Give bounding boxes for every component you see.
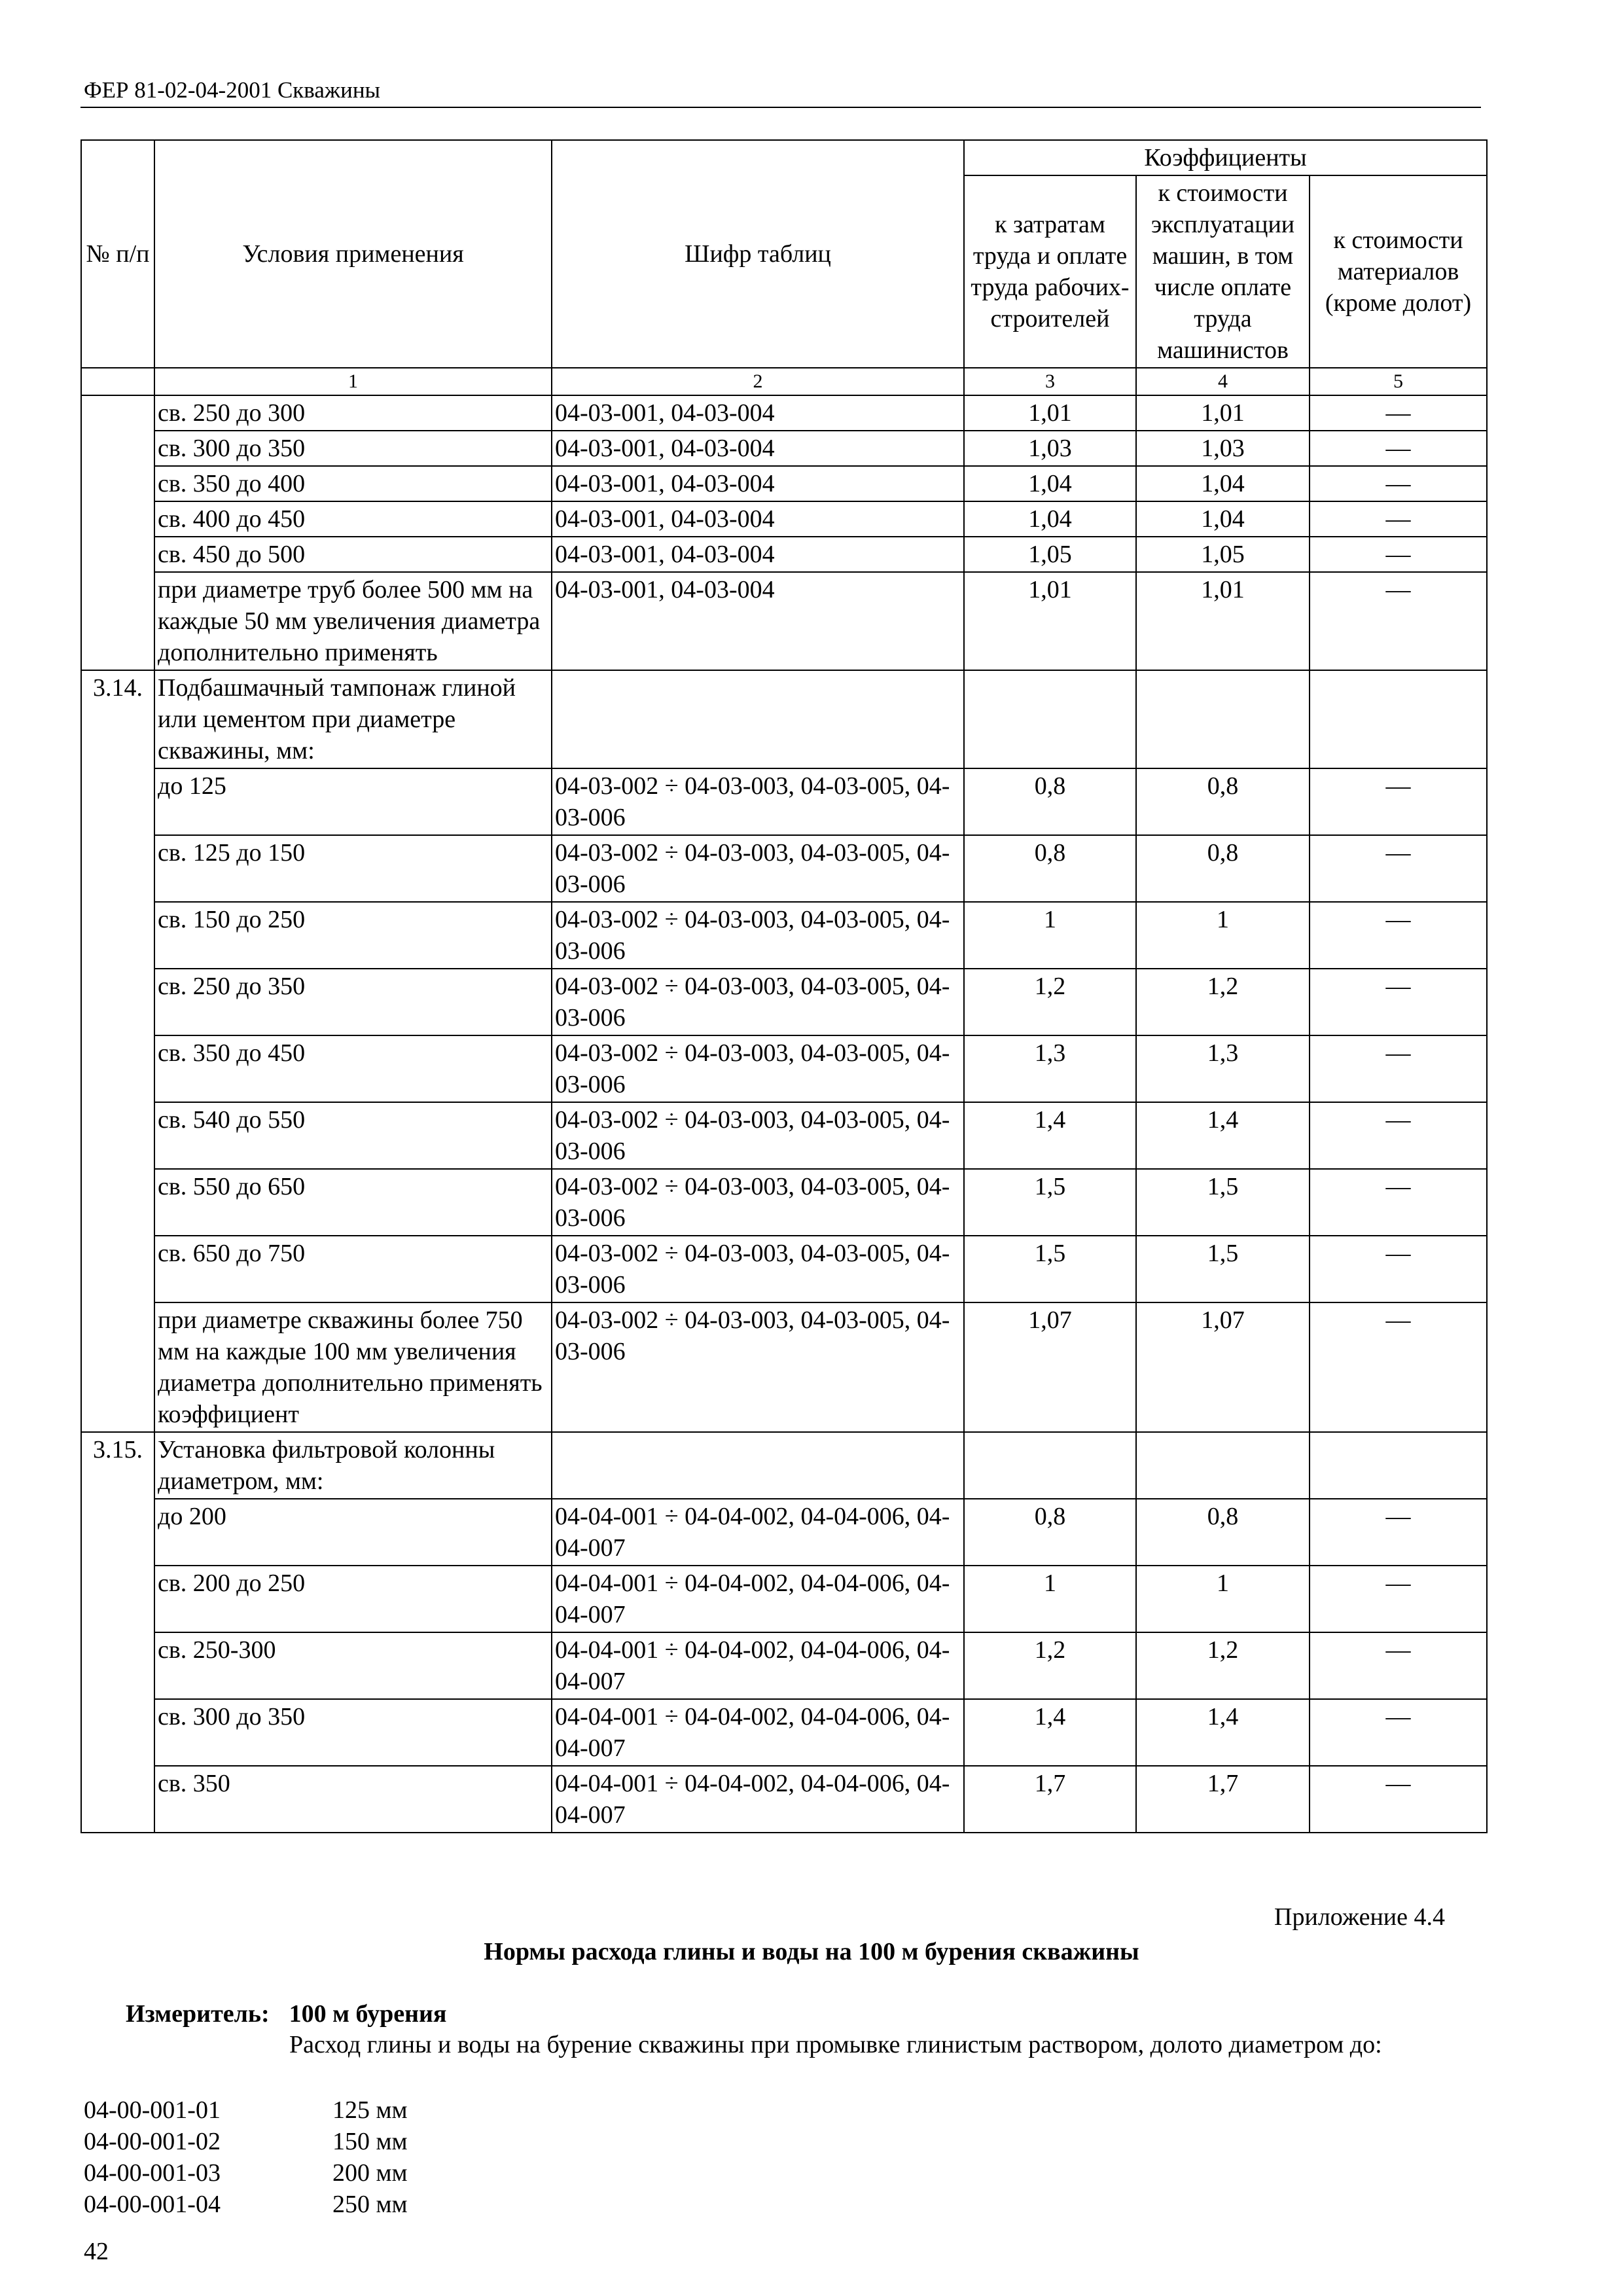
row-labor-coef: 1 — [964, 902, 1136, 969]
row-num — [81, 969, 154, 1035]
row-num — [81, 1766, 154, 1833]
row-machines-coef: 0,8 — [1136, 1499, 1310, 1566]
row-num: 3.15. — [81, 1432, 154, 1499]
row-conditions: св. 200 до 250 — [154, 1566, 552, 1632]
column-number: 2 — [552, 368, 964, 395]
column-number: 3 — [964, 368, 1136, 395]
code-diameter: 150 мм — [332, 2128, 408, 2155]
header-machines: к стоимости эксплуатации машин, в том числе оплате труда машинистов — [1136, 175, 1310, 368]
header-labor: к затратам труда и оплате труда рабочих-строителей — [964, 175, 1136, 368]
row-labor-coef: 0,8 — [964, 835, 1136, 902]
table-row — [81, 1432, 1487, 1499]
row-codes: 04-03-002 ÷ 04-03-003, 04-03-005, 04-03-006 — [552, 1169, 964, 1236]
column-number: 5 — [1310, 368, 1487, 395]
row-codes: 04-03-001, 04-03-004 — [552, 395, 964, 431]
row-materials-coef: — — [1310, 1102, 1487, 1169]
row-num — [81, 835, 154, 902]
row-conditions: св. 550 до 650 — [154, 1169, 552, 1236]
row-materials-coef — [1310, 1432, 1487, 1499]
row-labor-coef: 0,8 — [964, 1499, 1136, 1566]
row-num — [81, 1699, 154, 1766]
row-conditions: Установка фильтровой колонны диаметром, мм: — [154, 1432, 552, 1499]
row-labor-coef: 1,03 — [964, 431, 1136, 466]
code-row — [84, 2094, 408, 2126]
row-codes: 04-03-001, 04-03-004 — [552, 572, 964, 670]
row-codes: 04-03-002 ÷ 04-03-003, 04-03-005, 04-03-006 — [552, 902, 964, 969]
row-labor-coef: 1,5 — [964, 1169, 1136, 1236]
row-codes: 04-04-001 ÷ 04-04-002, 04-04-006, 04-04-007 — [552, 1632, 964, 1699]
row-num — [81, 501, 154, 537]
row-machines-coef: 1,5 — [1136, 1169, 1310, 1236]
column-number: 4 — [1136, 368, 1310, 395]
column-number: 1 — [154, 368, 552, 395]
row-conditions: св. 350 до 400 — [154, 466, 552, 501]
table-row — [81, 537, 1487, 572]
row-codes: 04-03-001, 04-03-004 — [552, 501, 964, 537]
row-codes: 04-04-001 ÷ 04-04-002, 04-04-006, 04-04-007 — [552, 1766, 964, 1833]
row-codes: 04-03-002 ÷ 04-03-003, 04-03-005, 04-03-006 — [552, 1102, 964, 1169]
table-row — [81, 1035, 1487, 1102]
row-labor-coef — [964, 1432, 1136, 1499]
row-codes: 04-04-001 ÷ 04-04-002, 04-04-006, 04-04-007 — [552, 1499, 964, 1566]
document-header: ФЕР 81-02-04-2001 Скважины — [84, 77, 381, 103]
table-row — [81, 1632, 1487, 1699]
row-materials-coef: — — [1310, 1302, 1487, 1432]
row-conditions: св. 300 до 350 — [154, 1699, 552, 1766]
row-machines-coef: 1,7 — [1136, 1766, 1310, 1833]
measure-label: Измеритель: — [126, 2000, 270, 2028]
codes-list — [84, 2094, 408, 2220]
row-machines-coef: 1,2 — [1136, 969, 1310, 1035]
row-machines-coef: 1 — [1136, 1566, 1310, 1632]
row-num — [81, 1169, 154, 1236]
table-row — [81, 572, 1487, 670]
row-num — [81, 1632, 154, 1699]
table-row — [81, 1302, 1487, 1432]
row-conditions: при диаметре труб более 500 мм на каждые 50 мм увеличения диаметра дополнительно применять — [154, 572, 552, 670]
row-num — [81, 1302, 154, 1432]
table-row — [81, 1766, 1487, 1833]
header-conditions: Условия применения — [154, 140, 552, 368]
row-codes: 04-03-001, 04-03-004 — [552, 431, 964, 466]
row-conditions: св. 150 до 250 — [154, 902, 552, 969]
row-labor-coef: 1,5 — [964, 1236, 1136, 1302]
row-labor-coef — [964, 670, 1136, 768]
row-machines-coef: 1,2 — [1136, 1632, 1310, 1699]
row-num — [81, 1499, 154, 1566]
row-conditions: св. 125 до 150 — [154, 835, 552, 902]
row-materials-coef: — — [1310, 1236, 1487, 1302]
table-row — [81, 395, 1487, 431]
row-materials-coef: — — [1310, 1699, 1487, 1766]
row-conditions: св. 400 до 450 — [154, 501, 552, 537]
row-materials-coef: — — [1310, 501, 1487, 537]
row-machines-coef: 0,8 — [1136, 768, 1310, 835]
row-codes: 04-03-002 ÷ 04-03-003, 04-03-005, 04-03-006 — [552, 969, 964, 1035]
row-codes: 04-03-002 ÷ 04-03-003, 04-03-005, 04-03-006 — [552, 1035, 964, 1102]
code-number: 04-00-001-02 — [84, 2128, 221, 2155]
row-materials-coef: — — [1310, 1566, 1487, 1632]
row-machines-coef — [1136, 670, 1310, 768]
row-machines-coef: 1,01 — [1136, 395, 1310, 431]
column-number — [81, 368, 154, 395]
row-codes: 04-04-001 ÷ 04-04-002, 04-04-006, 04-04-007 — [552, 1699, 964, 1766]
row-num — [81, 902, 154, 969]
row-num: 3.14. — [81, 670, 154, 768]
table-row — [81, 1699, 1487, 1766]
row-num — [81, 1035, 154, 1102]
row-labor-coef: 1,01 — [964, 572, 1136, 670]
row-machines-coef: 1,4 — [1136, 1699, 1310, 1766]
header-coefficients: Коэффициенты — [964, 140, 1487, 175]
row-codes: 04-03-002 ÷ 04-03-003, 04-03-005, 04-03-006 — [552, 768, 964, 835]
row-materials-coef: — — [1310, 1499, 1487, 1566]
table-row — [81, 501, 1487, 537]
table-row — [81, 1499, 1487, 1566]
row-machines-coef: 1,07 — [1136, 1302, 1310, 1432]
table-row — [81, 431, 1487, 466]
row-materials-coef: — — [1310, 902, 1487, 969]
row-num — [81, 572, 154, 670]
row-machines-coef: 1,03 — [1136, 431, 1310, 466]
coefficients-table — [80, 139, 1488, 1833]
description-text: Расход глины и воды на бурение скважины при промывке глинистым раствором, долото диаметром до: — [289, 2031, 1382, 2058]
row-machines-coef: 1 — [1136, 902, 1310, 969]
section-title: Нормы расхода глины и воды на 100 м бурения скважины — [484, 1938, 1139, 1965]
code-diameter: 125 мм — [332, 2096, 408, 2124]
row-labor-coef: 1,04 — [964, 501, 1136, 537]
row-machines-coef: 1,3 — [1136, 1035, 1310, 1102]
row-labor-coef: 1,4 — [964, 1699, 1136, 1766]
table-row — [81, 768, 1487, 835]
row-materials-coef: — — [1310, 431, 1487, 466]
header-num: № п/п — [81, 140, 154, 368]
table-row — [81, 466, 1487, 501]
header-codes: Шифр таблиц — [552, 140, 964, 368]
row-codes: 04-03-002 ÷ 04-03-003, 04-03-005, 04-03-006 — [552, 1302, 964, 1432]
row-materials-coef: — — [1310, 1632, 1487, 1699]
row-machines-coef: 1,01 — [1136, 572, 1310, 670]
row-materials-coef: — — [1310, 768, 1487, 835]
row-materials-coef: — — [1310, 572, 1487, 670]
row-machines-coef — [1136, 1432, 1310, 1499]
row-machines-coef: 0,8 — [1136, 835, 1310, 902]
row-materials-coef: — — [1310, 1035, 1487, 1102]
row-codes — [552, 1432, 964, 1499]
code-row — [84, 2189, 408, 2220]
row-labor-coef: 1,07 — [964, 1302, 1136, 1432]
row-labor-coef: 1,2 — [964, 1632, 1136, 1699]
row-num — [81, 431, 154, 466]
appendix-label: Приложение 4.4 — [1274, 1903, 1445, 1931]
row-machines-coef: 1,04 — [1136, 501, 1310, 537]
row-materials-coef: — — [1310, 1169, 1487, 1236]
row-conditions: до 200 — [154, 1499, 552, 1566]
row-codes: 04-03-002 ÷ 04-03-003, 04-03-005, 04-03-006 — [552, 1236, 964, 1302]
header-materials: к стоимости материалов (кроме долот) — [1310, 175, 1487, 368]
code-row — [84, 2126, 408, 2157]
row-materials-coef: — — [1310, 1766, 1487, 1833]
row-machines-coef: 1,4 — [1136, 1102, 1310, 1169]
column-numbers-row — [81, 368, 1487, 395]
row-labor-coef: 1,4 — [964, 1102, 1136, 1169]
table-row — [81, 670, 1487, 768]
row-materials-coef: — — [1310, 537, 1487, 572]
row-labor-coef: 0,8 — [964, 768, 1136, 835]
row-labor-coef: 1,05 — [964, 537, 1136, 572]
row-labor-coef: 1,2 — [964, 969, 1136, 1035]
row-conditions: св. 540 до 550 — [154, 1102, 552, 1169]
row-materials-coef: — — [1310, 466, 1487, 501]
row-labor-coef: 1,7 — [964, 1766, 1136, 1833]
row-num — [81, 1566, 154, 1632]
measure-value: 100 м бурения — [289, 2000, 447, 2028]
table-row — [81, 1169, 1487, 1236]
row-materials-coef — [1310, 670, 1487, 768]
row-conditions: до 125 — [154, 768, 552, 835]
row-conditions: св. 350 — [154, 1766, 552, 1833]
row-codes: 04-03-002 ÷ 04-03-003, 04-03-005, 04-03-006 — [552, 835, 964, 902]
row-num — [81, 1236, 154, 1302]
row-codes: 04-04-001 ÷ 04-04-002, 04-04-006, 04-04-007 — [552, 1566, 964, 1632]
table-row — [81, 969, 1487, 1035]
row-conditions: св. 250 до 350 — [154, 969, 552, 1035]
code-row — [84, 2157, 408, 2189]
table-row — [81, 1566, 1487, 1632]
page-number: 42 — [84, 2238, 109, 2265]
row-conditions: св. 650 до 750 — [154, 1236, 552, 1302]
row-conditions: при диаметре скважины более 750 мм на каждые 100 мм увеличения диаметра дополнительно применять коэффициент — [154, 1302, 552, 1432]
row-codes — [552, 670, 964, 768]
row-materials-coef: — — [1310, 835, 1487, 902]
row-conditions: св. 250 до 300 — [154, 395, 552, 431]
row-machines-coef: 1,05 — [1136, 537, 1310, 572]
row-materials-coef: — — [1310, 969, 1487, 1035]
row-conditions: св. 350 до 450 — [154, 1035, 552, 1102]
row-labor-coef: 1,3 — [964, 1035, 1136, 1102]
code-diameter: 250 мм — [332, 2191, 408, 2218]
table-row — [81, 835, 1487, 902]
header-rule — [80, 107, 1481, 108]
table-body — [81, 395, 1487, 1833]
row-labor-coef: 1 — [964, 1566, 1136, 1632]
row-machines-coef: 1,04 — [1136, 466, 1310, 501]
row-codes: 04-03-001, 04-03-004 — [552, 466, 964, 501]
row-labor-coef: 1,01 — [964, 395, 1136, 431]
row-num — [81, 1102, 154, 1169]
table-row — [81, 1236, 1487, 1302]
code-number: 04-00-001-03 — [84, 2159, 221, 2187]
code-diameter: 200 мм — [332, 2159, 408, 2187]
table-row — [81, 1102, 1487, 1169]
table-row — [81, 902, 1487, 969]
row-num — [81, 395, 154, 431]
row-num — [81, 466, 154, 501]
row-codes: 04-03-001, 04-03-004 — [552, 537, 964, 572]
row-conditions: Подбашмачный тампонаж глиной или цементом при диаметре скважины, мм: — [154, 670, 552, 768]
row-conditions: св. 250-300 — [154, 1632, 552, 1699]
code-number: 04-00-001-04 — [84, 2191, 221, 2218]
measure-line — [126, 2000, 446, 2028]
row-num — [81, 768, 154, 835]
row-machines-coef: 1,5 — [1136, 1236, 1310, 1302]
row-conditions: св. 450 до 500 — [154, 537, 552, 572]
row-num — [81, 537, 154, 572]
code-number: 04-00-001-01 — [84, 2096, 221, 2124]
row-materials-coef: — — [1310, 395, 1487, 431]
row-labor-coef: 1,04 — [964, 466, 1136, 501]
row-conditions: св. 300 до 350 — [154, 431, 552, 466]
